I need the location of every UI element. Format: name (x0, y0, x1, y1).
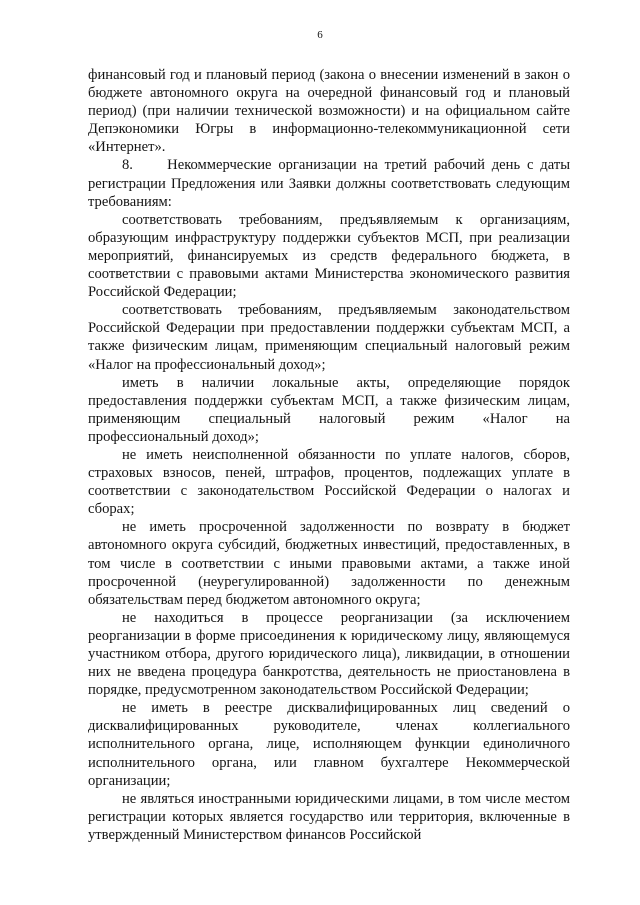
page-number: 6 (317, 29, 323, 41)
paragraph-requirement-no-tax-debt: не иметь неисполненной обязанности по уплате налогов, сборов, страховых взносов, пеней, штрафов, процентов, подлежащих уплате в соответствии с законодательством Российской Федерации о налогах и сборах; (88, 446, 570, 518)
paragraph-continuation: финансовый год и плановый период (закона о внесении изменений в закон о бюджете автономного округа на очередной финансовый год и плановый период) (при наличии технической возможности) и на официальном сайте Депэкономики Югры в информационно-телекоммуникационной сети «Интернет». (88, 67, 570, 156)
paragraph-requirement-no-disqualified: не иметь в реестре дисквалифицированных лиц сведений о дисквалифицированных руководителе, членах коллегиального исполнительного органа, лице, исполняющем функции единоличного исполнительного органа, или главном бухгалтере Некоммерческой организации; (88, 700, 570, 789)
paragraph-requirement-no-budget-debt: не иметь просроченной задолженности по возврату в бюджет автономного округа субсидий, бюджетных инвестиций, предоставленных, в том числе в соответствии с иными правовыми актами, а также иной просроченной (неурегулированной) задолженности по денежным обязательствам перед бюджетом автономного округа; (88, 519, 570, 608)
body-text (88, 66, 570, 844)
paragraph-requirement-no-reorganization: не находиться в процессе реорганизации (за исключением реорганизации в форме присоединения к юридическому лицу, являющемуся участником отбора, другого юридического лица), ликвидации, в отношении них не введена процедура банкротства, деятельность не приостановлена в порядке, предусмотренном законодательством Российской Федерации; (88, 609, 570, 699)
paragraph-requirement-legislation: соответствовать требованиям, предъявляемым законодательством Российской Федерации при предоставлении поддержки субъектам МСП, а также физическим лицам, применяющим специальный налоговый режим «Налог на профессиональный доход»; (88, 302, 570, 373)
paragraph-clause-8: 8. Некоммерческие организации на третий рабочий день с даты регистрации Предложения или Заявки должны соответствовать следующим требованиям: (88, 157, 570, 210)
paragraph-requirement-local-acts: иметь в наличии локальные акты, определяющие порядок предоставления поддержки субъектам МСП, а также физическим лицам, применяющим специальный налоговый режим «Налог на профессиональный доход»; (88, 374, 570, 445)
paragraph-requirement-infrastructure: соответствовать требованиям, предъявляемым к организациям, образующим инфраструктуру поддержки субъектов МСП, при реализации мероприятий, финансируемых из средств федерального бюджета, в соответствии с правовыми актами Министерства экономического развития Российской Федерации; (88, 211, 570, 301)
paragraph-requirement-not-foreign: не являться иностранными юридическими лицами, в том числе местом регистрации которых является государство или территория, включенные в утвержденный Министерством финансов Российской (88, 790, 570, 843)
